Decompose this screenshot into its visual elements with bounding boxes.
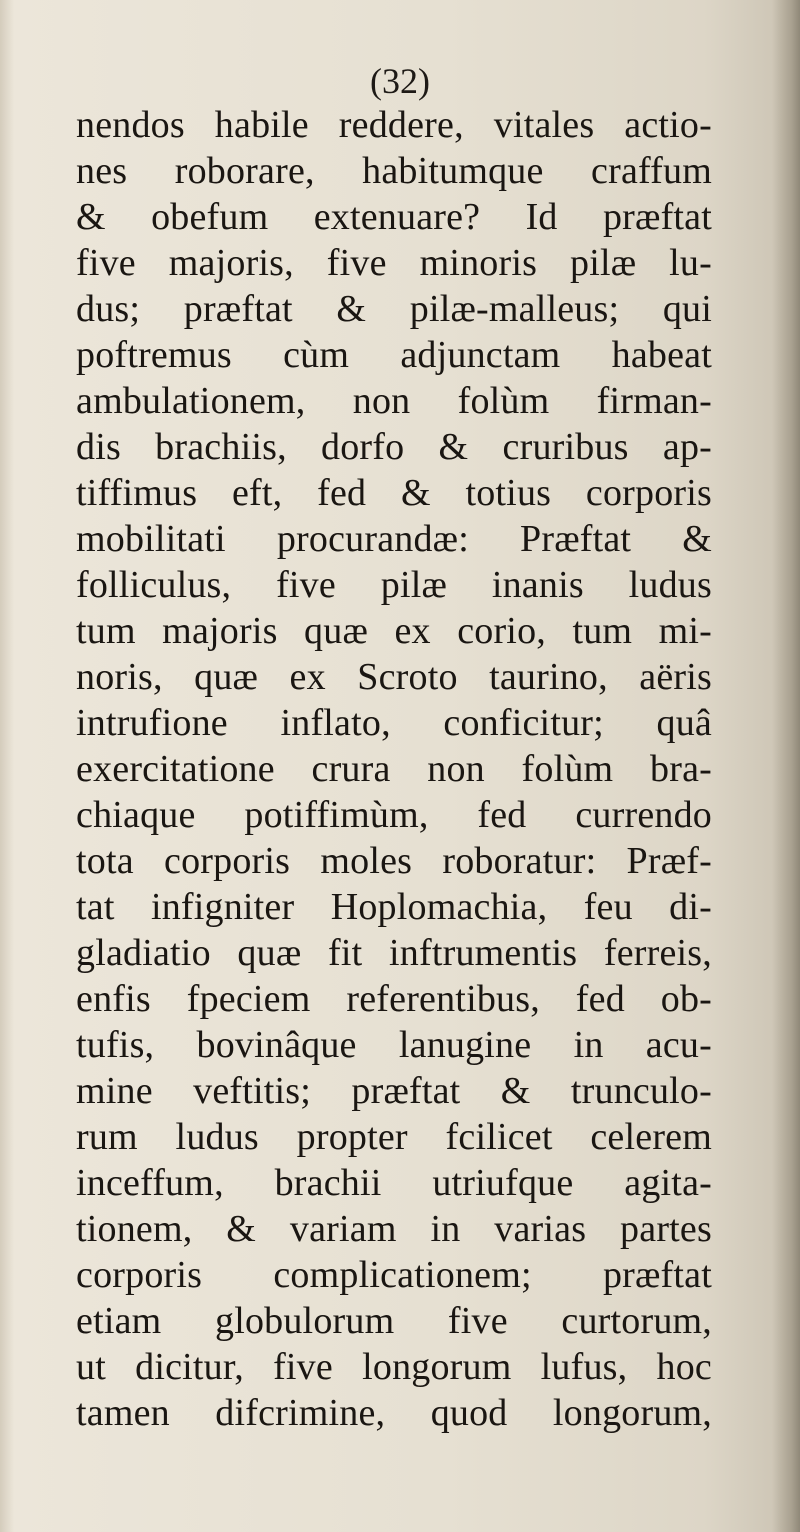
page-right-edge — [772, 0, 800, 1532]
text-line: & obefum extenuare? Id præftat — [76, 196, 712, 238]
text-line: exercitatione crura non folùm bra- — [76, 748, 712, 790]
text-line: poftremus cùm adjunctam habeat — [76, 334, 712, 376]
text-line: folliculus, five pilæ inanis ludus — [76, 564, 712, 606]
body-text — [76, 102, 712, 1436]
text-line: etiam globulorum five curtorum, — [76, 1300, 712, 1342]
text-line: noris, quæ ex Scroto taurino, aëris — [76, 656, 712, 698]
text-line: ambulationem, non folùm firman- — [76, 380, 712, 422]
text-line: mine veftitis; præftat & trunculo- — [76, 1070, 712, 1112]
text-line: tionem, & variam in varias partes — [76, 1208, 712, 1250]
text-line: mobilitati procurandæ: Præftat & — [76, 518, 712, 560]
text-line: nes roborare, habitumque craffum — [76, 150, 712, 192]
text-line: rum ludus propter fcilicet celerem — [76, 1116, 712, 1158]
text-line: inceffum, brachii utriufque agita- — [76, 1162, 712, 1204]
text-line: gladiatio quæ fit inftrumentis ferreis, — [76, 932, 712, 974]
text-line: tum majoris quæ ex corio, tum mi- — [76, 610, 712, 652]
text-line: tota corporis moles roboratur: Præf- — [76, 840, 712, 882]
text-line: tiffimus eft, fed & totius corporis — [76, 472, 712, 514]
text-line: intrufione inflato, conficitur; quâ — [76, 702, 712, 744]
text-line: nendos habile reddere, vitales actio- — [76, 104, 712, 146]
page-number: (32) — [370, 61, 430, 101]
text-line: corporis complicationem; præftat — [76, 1254, 712, 1296]
text-line: tufis, bovinâque lanugine in acu- — [76, 1024, 712, 1066]
text-line: five majoris, five minoris pilæ lu- — [76, 242, 712, 284]
text-line: tamen difcrimine, quod longorum, — [76, 1392, 712, 1434]
text-line: dus; præftat & pilæ-malleus; qui — [76, 288, 712, 330]
text-line: chiaque potiffimùm, fed currendo — [76, 794, 712, 836]
text-line: ut dicitur, five longorum lufus, hoc — [76, 1346, 712, 1388]
text-line: dis brachiis, dorfo & cruribus ap- — [76, 426, 712, 468]
text-line: enfis fpeciem referentibus, fed ob- — [76, 978, 712, 1020]
page-left-edge — [0, 0, 14, 1532]
text-line: tat infigniter Hoplomachia, feu di- — [76, 886, 712, 928]
